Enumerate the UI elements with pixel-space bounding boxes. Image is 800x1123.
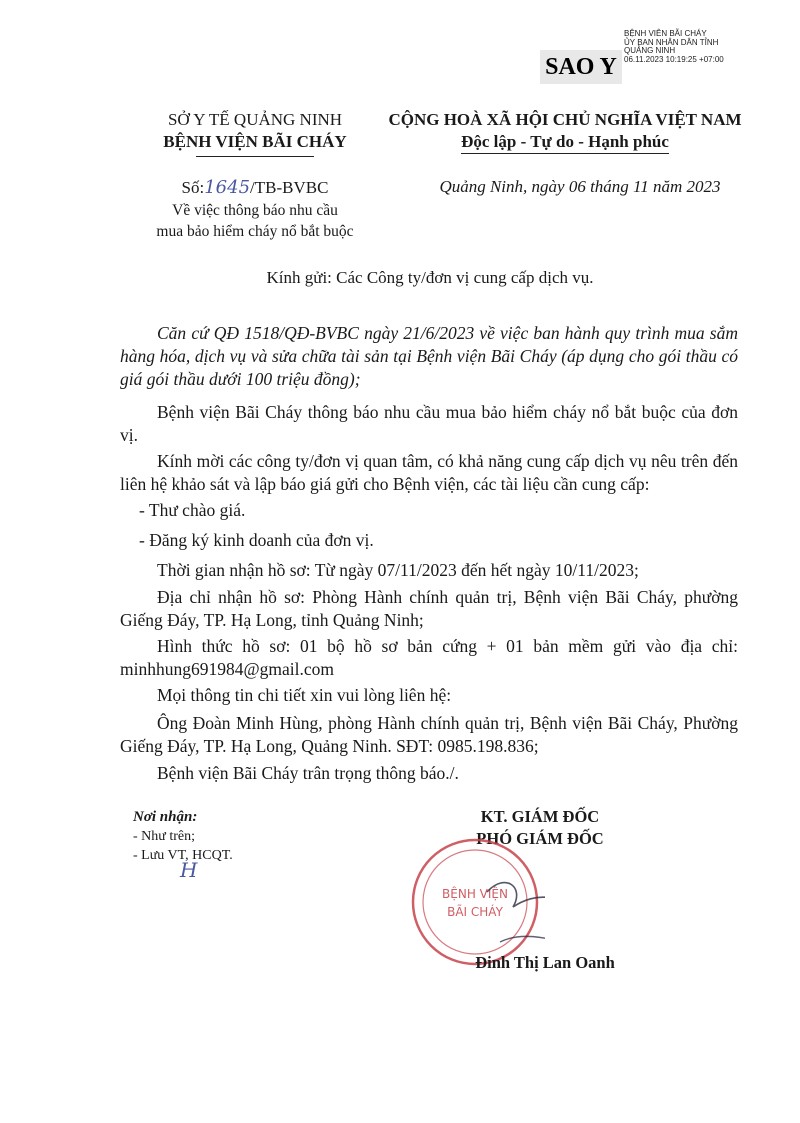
agency-name-text: BỆNH VIỆN BÃI CHÁY — [163, 132, 347, 151]
summary-line-2: mua bảo hiểm cháy nổ bắt buộc — [156, 223, 354, 240]
basis-paragraph: Căn cứ QĐ 1518/QĐ-BVBC ngày 21/6/2023 về việc ban hành quy trình mua sắm hàng hóa, dịch vụ và sửa chữa tài sản tại Bệnh viện Bãi Cháy (áp dụng cho gói thầu có giá gói thầu dưới 100 triệu đồng); — [120, 323, 738, 389]
paragraph-5: Hình thức hồ sơ: 01 bộ hồ sơ bản cứng + 01 bản mềm gửi vào địa chỉ: minhhung691984@gmail.com — [120, 636, 738, 679]
red-seal-icon — [405, 832, 545, 972]
signature-line-1: KT. GIÁM ĐỐC — [480, 807, 600, 826]
paragraph-2: Kính mời các công ty/đơn vị quan tâm, có khả năng cung cấp dịch vụ nêu trên đến liên hệ khảo sát và lập báo giá gửi cho Bệnh viện, các tài liệu cần cung cấp: — [120, 451, 738, 494]
paragraph-1: Bệnh viện Bãi Cháy thông báo nhu cầu mua bảo hiểm cháy nổ bắt buộc của đơn vị. — [120, 402, 738, 445]
recipient-line: Kính gửi: Các Công ty/đơn vị cung cấp dịch vụ. — [266, 268, 594, 287]
signature-line-2: PHÓ GIÁM ĐỐC — [476, 829, 604, 848]
signature-meta-text: BỆNH VIÊN BÃI CHÁY ỦY BAN NHÂN DÂN TỈNH QUẢNG NINH 06.11.2023 10:19:25 +07:00 — [624, 29, 724, 64]
signer-name: Đinh Thị Lan Oanh — [475, 953, 615, 972]
summary-line-1: Về việc thông báo nhu cầu — [172, 202, 338, 219]
motto-text: Độc lập - Tự do - Hạnh phúc — [461, 132, 669, 154]
recipients-block — [133, 808, 233, 865]
paragraph-7: Ông Đoàn Minh Hùng, phòng Hành chính quản trị, Bệnh viện Bãi Cháy, Phường Giếng Đáy, TP. Hạ Long, Quảng Ninh. SĐT: 0985.198.836; — [120, 713, 738, 756]
nation-title: CỘNG HOÀ XÃ HỘI CHỦ NGHĨA VIỆT NAM — [388, 110, 742, 129]
recipients-title: Nơi nhận: — [133, 809, 198, 825]
doc-number-handwritten: 1645 — [204, 177, 251, 198]
agency-name — [130, 132, 380, 152]
list-item-2: - Đăng ký kinh doanh của đơn vị. — [139, 530, 374, 550]
recipients-item-2: - Lưu VT, HCQT. — [133, 848, 233, 863]
seal-inner-line-2: BÃI CHÁY — [447, 905, 503, 919]
document-summary — [140, 200, 370, 242]
doc-number-prefix: Số: — [181, 178, 205, 197]
place-date: Quảng Ninh, ngày 06 tháng 11 năm 2023 — [439, 177, 721, 196]
agency-parent: SỞ Y TẾ QUẢNG NINH — [167, 110, 343, 129]
handwritten-initial: H — [180, 858, 198, 882]
paragraph-8: Bệnh viện Bãi Cháy trân trọng thông báo./. — [157, 763, 459, 783]
doc-number-suffix: /TB-BVBC — [250, 178, 329, 197]
recipients-item-1: - Như trên; — [133, 829, 196, 844]
document-number — [130, 177, 380, 198]
digital-signature-meta — [624, 30, 734, 64]
list-item-1: - Thư chào giá. — [139, 500, 246, 520]
copy-stamp-label: SAO Y — [540, 50, 622, 84]
paragraph-6: Mọi thông tin chi tiết xin vui lòng liên hệ: — [157, 685, 452, 705]
motto — [380, 132, 750, 154]
paragraph-3: Thời gian nhận hồ sơ: Từ ngày 07/11/2023 đến hết ngày 10/11/2023; — [157, 560, 639, 580]
seal-inner-line-1: BỆNH VIỆN — [442, 887, 508, 901]
paragraph-4: Địa chỉ nhận hồ sơ: Phòng Hành chính quản trị, Bệnh viện Bãi Cháy, phường Giếng Đáy, TP. Hạ Long, tỉnh Quảng Ninh; — [120, 587, 738, 630]
